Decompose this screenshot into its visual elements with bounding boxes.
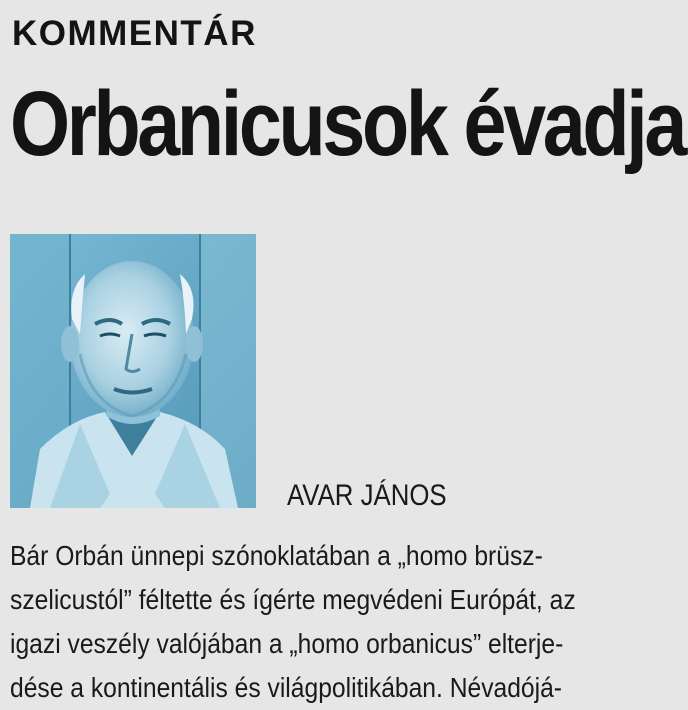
body-line: Bár Orbán ünnepi szónoklatában a „homo brüsz- [10, 540, 543, 571]
article-headline: Orbanicusok évadja [10, 73, 684, 175]
author-photo [10, 234, 256, 508]
body-line: dése a kontinentális és világpolitikában. Névadójá- [10, 672, 563, 703]
section-label: KOMMENTÁR [12, 14, 257, 53]
author-portrait-icon [10, 234, 256, 508]
article-body [10, 534, 686, 710]
body-line: igazi veszély valójában a „homo orbanicus” elterje- [10, 628, 564, 659]
author-name: AVAR JÁNOS [287, 479, 447, 512]
body-line: szelicustól” féltette és ígérte megvédeni Európát, az [10, 584, 576, 615]
